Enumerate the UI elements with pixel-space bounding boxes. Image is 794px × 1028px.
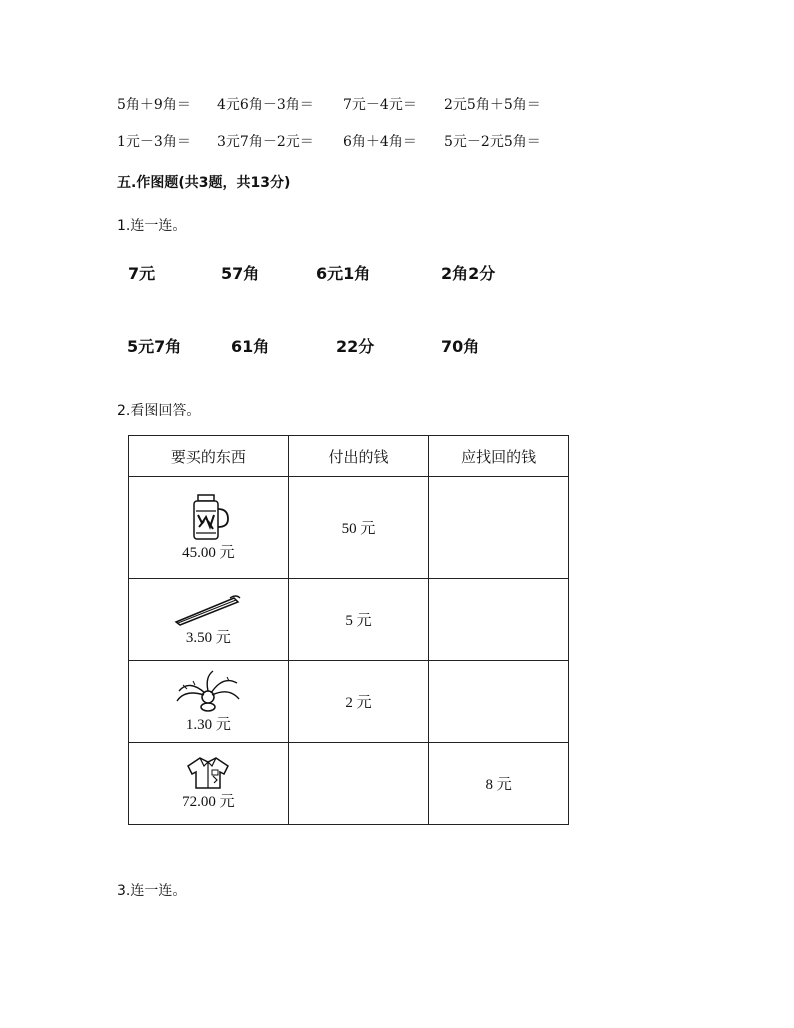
item-cell <box>129 743 289 825</box>
item-price: 1.30 元 <box>185 717 231 733</box>
exercise: 2元5角＋5角＝ <box>444 97 541 113</box>
table-row <box>129 579 569 661</box>
header-change: 应找回的钱 <box>429 436 569 477</box>
match-item[interactable]: 6元1角 <box>316 264 371 283</box>
exercise: 4元6角－3角＝ <box>217 97 314 113</box>
match-item[interactable]: 2角2分 <box>441 264 496 283</box>
paid-amount: 2 元 <box>345 695 372 711</box>
item-cell <box>129 579 289 661</box>
item-price: 3.50 元 <box>185 630 231 646</box>
match-item[interactable]: 61角 <box>231 337 270 356</box>
item-price: 72.00 元 <box>182 794 235 810</box>
exercise: 3元7角－2元＝ <box>217 134 314 150</box>
match-item[interactable]: 22分 <box>336 337 375 356</box>
table-row <box>129 477 569 579</box>
change-cell <box>429 743 569 825</box>
table-header-row <box>129 436 569 477</box>
paid-cell <box>288 477 429 579</box>
item-price: 45.00 元 <box>182 545 235 561</box>
table-row <box>129 743 569 825</box>
change-amount: 8 元 <box>485 777 512 793</box>
section-title: 五.作图题(共3题，共13分) <box>117 175 291 191</box>
change-cell[interactable] <box>429 661 569 743</box>
paid-cell <box>288 579 429 661</box>
change-cell[interactable] <box>429 477 569 579</box>
match-item[interactable]: 70角 <box>441 337 480 356</box>
shuttlecock-icon <box>175 669 241 713</box>
header-item: 要买的东西 <box>129 436 289 477</box>
exercise: 5角＋9角＝ <box>117 97 191 113</box>
item-cell <box>129 661 289 743</box>
shirt-icon <box>186 756 230 790</box>
question-2-label: 2.看图回答。 <box>117 403 201 419</box>
exercise: 7元－4元＝ <box>343 97 417 113</box>
question-1-label: 1.连一连。 <box>117 218 187 234</box>
paid-amount: 5 元 <box>345 613 372 629</box>
paid-amount: 50 元 <box>341 521 376 537</box>
exercise: 6角＋4角＝ <box>343 134 417 150</box>
question-3-label: 3.连一连。 <box>117 883 187 899</box>
match-item[interactable]: 5元7角 <box>127 337 182 356</box>
match-item[interactable]: 57角 <box>221 264 260 283</box>
shopping-table <box>128 435 569 825</box>
change-cell[interactable] <box>429 579 569 661</box>
table-row <box>129 661 569 743</box>
paid-cell <box>288 661 429 743</box>
thermos-icon <box>186 493 230 541</box>
paid-cell[interactable] <box>288 743 429 825</box>
exercise: 5元－2元5角＝ <box>444 134 541 150</box>
item-cell <box>129 477 289 579</box>
match-item[interactable]: 7元 <box>128 264 156 283</box>
header-paid: 付出的钱 <box>288 436 429 477</box>
toothbrush-icon <box>172 592 244 626</box>
exercise: 1元－3角＝ <box>117 134 191 150</box>
